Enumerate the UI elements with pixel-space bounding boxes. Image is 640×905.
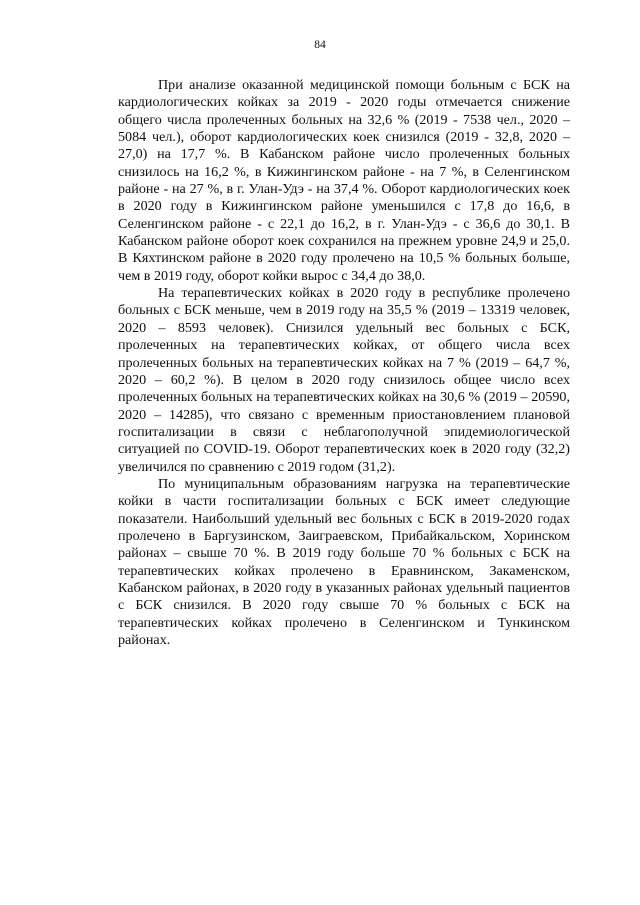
page-number: 84 xyxy=(314,39,326,51)
document-body xyxy=(118,77,570,649)
paragraph-cardiology-beds: При анализе оказанной медицинской помощи больным с БСК на кардиологических койках за 2019 - 2020 годы отмечается снижение общего числа пролеченных больных на 32,6 % (2019 - 7538 чел., 2020 – 5084 чел.), оборот кардиологических коек снизился (2019 - 32,8, 2020 – 27,0) на 17,7 %. В Кабанском районе число пролеченных больных снизилось на 16,2 %, в Кижингинском районе - на 7 %, в Селенгинском районе - на 27 %, в г. Улан-Удэ - на 37,4 %. Оборот кардиологических коек в 2020 году в Кижингинском районе уменьшился с 17,8 до 16,6, в Селенгинском районе - с 22,1 до 16,2, в г. Улан-Удэ - с 36,6 до 30,1. В Кабанском районе оборот коек сохранился на прежнем уровне 24,9 и 25,0. В Кяхтинском районе в 2020 году пролечено на 10,5 % больных больше, чем в 2019 году, оборот койки вырос с 34,4 до 38,0. xyxy=(118,77,570,284)
paragraph-therapeutic-beds: На терапевтических койках в 2020 году в республике пролечено больных с БСК меньше, чем в 2019 году на 35,5 % (2019 – 13319 человек, 2020 – 8593 человек). Снизился удельный вес больных с БСК, пролеченных на терапевтических койках, от общего числа всех пролеченных больных на терапевтических койках на 7 % (2019 – 64,7 %, 2020 – 60,2 %). В целом в 2020 году снизилось общее число всех пролеченных больных на терапевтических койках на 30,6 % (2019 – 20590, 2020 – 14285), что связано с временным приостановлением плановой госпитализации в связи с неблагополучной эпидемиологической ситуацией по COVID-19. Оборот терапевтических коек в 2020 году (32,2) увеличился по сравнению с 2019 годом (31,2). xyxy=(118,285,570,475)
paragraph-municipal-load: По муниципальным образованиям нагрузка на терапевтические койки в части госпитализации больных с БСК имеет следующие показатели. Наибольший удельный вес больных с БСК в 2019-2020 годах пролечено в Баргузинском, Заиграевском, Прибайкальском, Хоринском районах – свыше 70 %. В 2019 году больше 70 % больных с БСК на терапевтических койках пролечено в Еравнинском, Закаменском, Кабанском районах, в 2020 году в указанных районах удельный пациентов с БСК снизился. В 2020 году свыше 70 % больных с БСК на терапевтических койках пролечено в Селенгинском и Тункинском районах. xyxy=(118,475,570,648)
